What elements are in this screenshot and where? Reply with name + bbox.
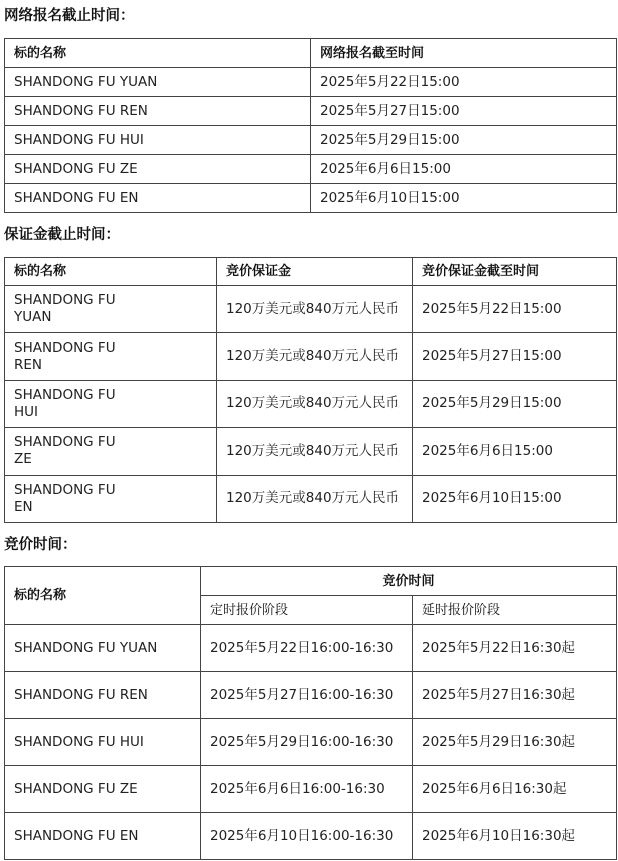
deadline-cell: 2025年6月10日15:00 xyxy=(311,184,617,213)
table-header-row xyxy=(5,567,617,596)
lot-name-cell: SHANDONG FU EN xyxy=(5,813,201,860)
extended-bid-time-cell: 2025年5月27日16:30起 xyxy=(413,672,617,719)
registration-deadline-heading: 网络报名截止时间： xyxy=(4,8,135,24)
extended-bid-time-cell: 2025年6月10日16:30起 xyxy=(413,813,617,860)
table-row xyxy=(5,719,617,766)
lot-name-cell: SHANDONG FU REN xyxy=(5,672,201,719)
deposit-amount-cell: 120万美元或840万元人民币 xyxy=(217,333,413,380)
lot-name-cell: SHANDONG FU ZE xyxy=(5,155,311,184)
lot-name-cell: SHANDONG FU YUAN xyxy=(5,286,217,333)
lot-name-cell: SHANDONG FU YUAN xyxy=(5,625,201,672)
deposit-amount-cell: 120万美元或840万元人民币 xyxy=(217,286,413,333)
bidding-time-heading: 竞价时间： xyxy=(4,537,77,553)
table-row xyxy=(5,672,617,719)
table-row xyxy=(5,97,617,126)
table-row xyxy=(5,475,617,522)
lot-name-cell: SHANDONG FU ZE xyxy=(5,766,201,813)
deposit-amount-cell: 120万美元或840万元人民币 xyxy=(217,380,413,427)
extended-bid-time-cell: 2025年6月6日16:30起 xyxy=(413,766,617,813)
bidding-time-table xyxy=(4,566,617,860)
deposit-deadline-cell: 2025年5月22日15:00 xyxy=(413,286,617,333)
table-row xyxy=(5,155,617,184)
extended-bid-time-cell: 2025年5月29日16:30起 xyxy=(413,719,617,766)
column-header: 竞价保证金 xyxy=(217,258,413,286)
table-row xyxy=(5,333,617,380)
fixed-bid-time-cell: 2025年6月6日16:00-16:30 xyxy=(201,766,413,813)
deposit-deadline-cell: 2025年5月29日15:00 xyxy=(413,380,617,427)
deposit-deadline-heading: 保证金截止时间： xyxy=(4,227,120,243)
lot-name-cell: SHANDONG FU EN xyxy=(5,475,217,522)
deposit-deadline-cell: 2025年5月27日15:00 xyxy=(413,333,617,380)
table-row xyxy=(5,184,617,213)
fixed-bid-time-cell: 2025年5月22日16:00-16:30 xyxy=(201,625,413,672)
table-row xyxy=(5,813,617,860)
lot-name-cell: SHANDONG FU REN xyxy=(5,97,311,126)
lot-name-cell: SHANDONG FU HUI xyxy=(5,380,217,427)
table-row xyxy=(5,380,617,427)
table-row xyxy=(5,625,617,672)
deposit-amount-cell: 120万美元或840万元人民币 xyxy=(217,475,413,522)
lot-name-cell: SHANDONG FU EN xyxy=(5,184,311,213)
registration-deadline-table xyxy=(4,38,617,213)
deadline-cell: 2025年5月29日15:00 xyxy=(311,126,617,155)
column-header: 网络报名截至时间 xyxy=(311,39,617,68)
deadline-cell: 2025年6月6日15:00 xyxy=(311,155,617,184)
column-group-header: 竞价时间 xyxy=(201,567,617,596)
table-row xyxy=(5,68,617,97)
column-header: 标的名称 xyxy=(5,39,311,68)
deposit-deadline-table xyxy=(4,257,617,523)
lot-name-cell: SHANDONG FU REN xyxy=(5,333,217,380)
column-header: 竞价保证金截至时间 xyxy=(413,258,617,286)
table-header-row xyxy=(5,39,617,68)
table-row xyxy=(5,766,617,813)
extended-bid-time-cell: 2025年5月22日16:30起 xyxy=(413,625,617,672)
lot-name-cell: SHANDONG FU HUI xyxy=(5,126,311,155)
column-header: 标的名称 xyxy=(5,258,217,286)
table-row xyxy=(5,428,617,475)
deadline-cell: 2025年5月22日15:00 xyxy=(311,68,617,97)
fixed-bid-time-cell: 2025年5月27日16:00-16:30 xyxy=(201,672,413,719)
table-row xyxy=(5,286,617,333)
deadline-cell: 2025年5月27日15:00 xyxy=(311,97,617,126)
column-subheader: 定时报价阶段 xyxy=(201,596,413,625)
deposit-deadline-cell: 2025年6月6日15:00 xyxy=(413,428,617,475)
fixed-bid-time-cell: 2025年5月29日16:00-16:30 xyxy=(201,719,413,766)
lot-name-cell: SHANDONG FU ZE xyxy=(5,428,217,475)
fixed-bid-time-cell: 2025年6月10日16:00-16:30 xyxy=(201,813,413,860)
table-header-row xyxy=(5,258,617,286)
deposit-amount-cell: 120万美元或840万元人民币 xyxy=(217,428,413,475)
lot-name-cell: SHANDONG FU YUAN xyxy=(5,68,311,97)
lot-name-cell: SHANDONG FU HUI xyxy=(5,719,201,766)
table-row xyxy=(5,126,617,155)
column-subheader: 延时报价阶段 xyxy=(413,596,617,625)
deposit-deadline-cell: 2025年6月10日15:00 xyxy=(413,475,617,522)
column-header: 标的名称 xyxy=(5,567,201,625)
